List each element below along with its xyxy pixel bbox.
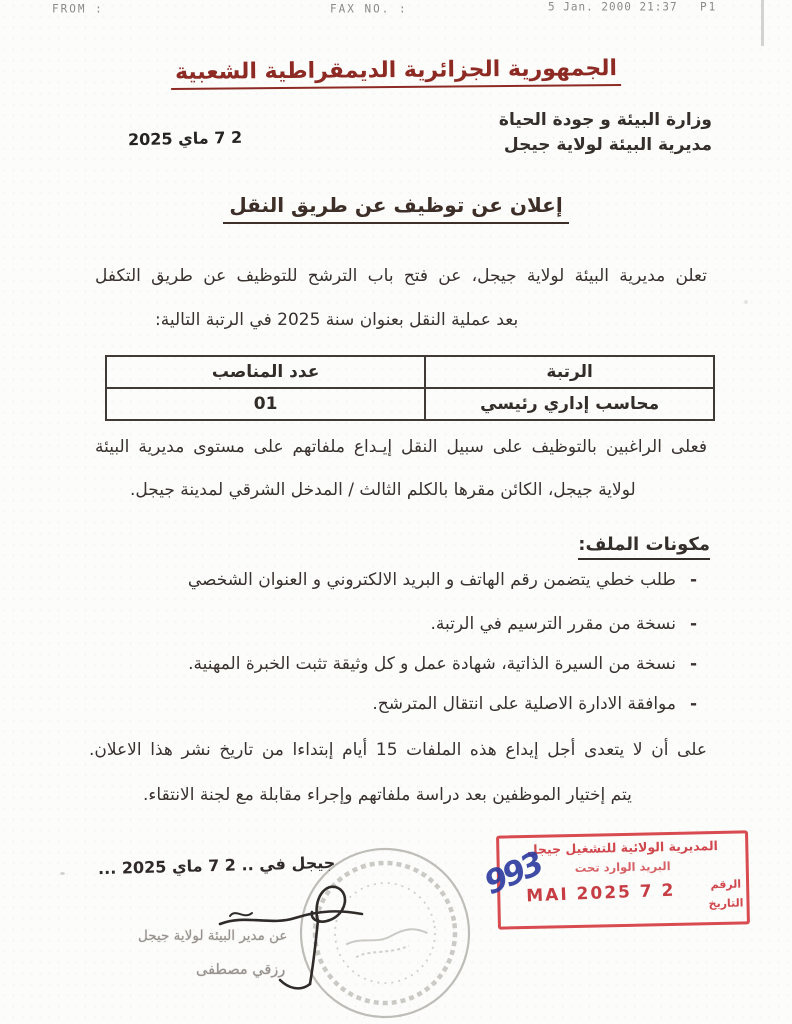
table-row (106, 388, 714, 420)
list-item-text: نسخة من السيرة الذاتية، شهادة عمل و كل وثيقة تثبت الخبرة المهنية. (188, 654, 676, 674)
list-item-text: نسخة من مقرر الترسيم في الرتبة. (430, 614, 676, 634)
stamp-number-label: الرقم (710, 877, 742, 892)
application-line-1: فعلى الراغبين بالتوظيف على سبيل النقل إيـداع ملفاتهم على مستوى مديرية البيئة (95, 437, 707, 457)
bullet-dash: - (689, 570, 697, 590)
list-item-text: موافقة الادارة الاصلية على انتقال المترشح. (372, 694, 676, 714)
directorate-line: مديرية البيئة لولاية جيجل (503, 135, 712, 155)
fax-page-indicator: P1 (700, 0, 718, 14)
count-cell: 01 (106, 388, 425, 420)
scan-speck (744, 300, 748, 304)
place-date-line: جيجل في .. 2 7 ماي 2025 ... (97, 852, 336, 879)
stamp-date-label: التاريخ (708, 896, 744, 911)
ministry-block (499, 108, 712, 158)
ministry-line: وزارة البيئة و جودة الحياة (498, 110, 712, 130)
announcement-title: إعلان عن توظيف عن طريق النقل (0, 193, 792, 224)
application-line-2: لولاية جيجل، الكائن مقرها بالكلم الثالث / المدخل الشرقي لمدينة جيجل. (130, 480, 636, 500)
file-components-heading: مكونات الملف: (578, 534, 710, 560)
count-header: عدد المناصب (106, 356, 425, 388)
republic-title: الجمهورية الجزائرية الديمقراطية الشعبية (0, 55, 792, 92)
stamp-date-value: 2 7 MAI 2025 (525, 880, 676, 907)
fax-timestamp: 5 Jan. 2000 21:37 (548, 0, 678, 14)
intro-line-1: تعلن مديرية البيئة لولاية جيجل، عن فتح باب الترشح للتوظيف عن طريق التكفل (95, 266, 707, 286)
list-item (372, 694, 697, 714)
list-item (431, 614, 697, 634)
handwritten-registry-number: 993 (478, 844, 547, 903)
list-item-text: طلب خطي يتضمن رقم الهاتف و البريد الالكتروني و العنوان الشخصي (187, 570, 676, 590)
scan-artifact-line (761, 0, 764, 46)
table-header-row (106, 356, 714, 388)
bullet-dash: - (689, 654, 697, 674)
positions-table (105, 355, 715, 421)
fax-from-label: FROM : (52, 1, 104, 16)
rank-header: الرتبة (425, 356, 714, 388)
deadline-line-2: يتم إختيار الموظفين بعد دراسة ملفاتهم وإجراء مقابلة مع لجنة الانتقاء. (143, 785, 632, 805)
intro-line-2: بعد عملية النقل بعنوان سنة 2025 في الرتبة التالية: (155, 310, 519, 330)
signer-name: رزقي مصطفى (196, 962, 286, 978)
bullet-dash: - (689, 694, 697, 714)
deadline-line-1: على أن لا يتعدى أجل إيداع هذه الملفات 15 أيام إبتداءا من تاريخ نشر هذا الاعلان. (89, 740, 708, 760)
bullet-dash: - (689, 614, 697, 634)
list-item (188, 654, 697, 674)
scan-speck (60, 872, 65, 875)
signer-title: عن مدير البيئة لولاية جيجل (138, 928, 288, 944)
stamp-office-line: المديرية الولائية للتشغيل جيجل (526, 838, 719, 858)
list-item (188, 570, 697, 590)
rank-cell: محاسب إداري رئيسي (425, 388, 714, 420)
fax-number-label: FAX NO. : (330, 1, 408, 16)
received-date-stamp-top: 2 7 ماي 2025 (127, 127, 243, 150)
registry-received-stamp (478, 830, 750, 929)
handwritten-signature (200, 880, 390, 1010)
stamp-mail-line: البريد الوارد تحت (574, 859, 671, 876)
